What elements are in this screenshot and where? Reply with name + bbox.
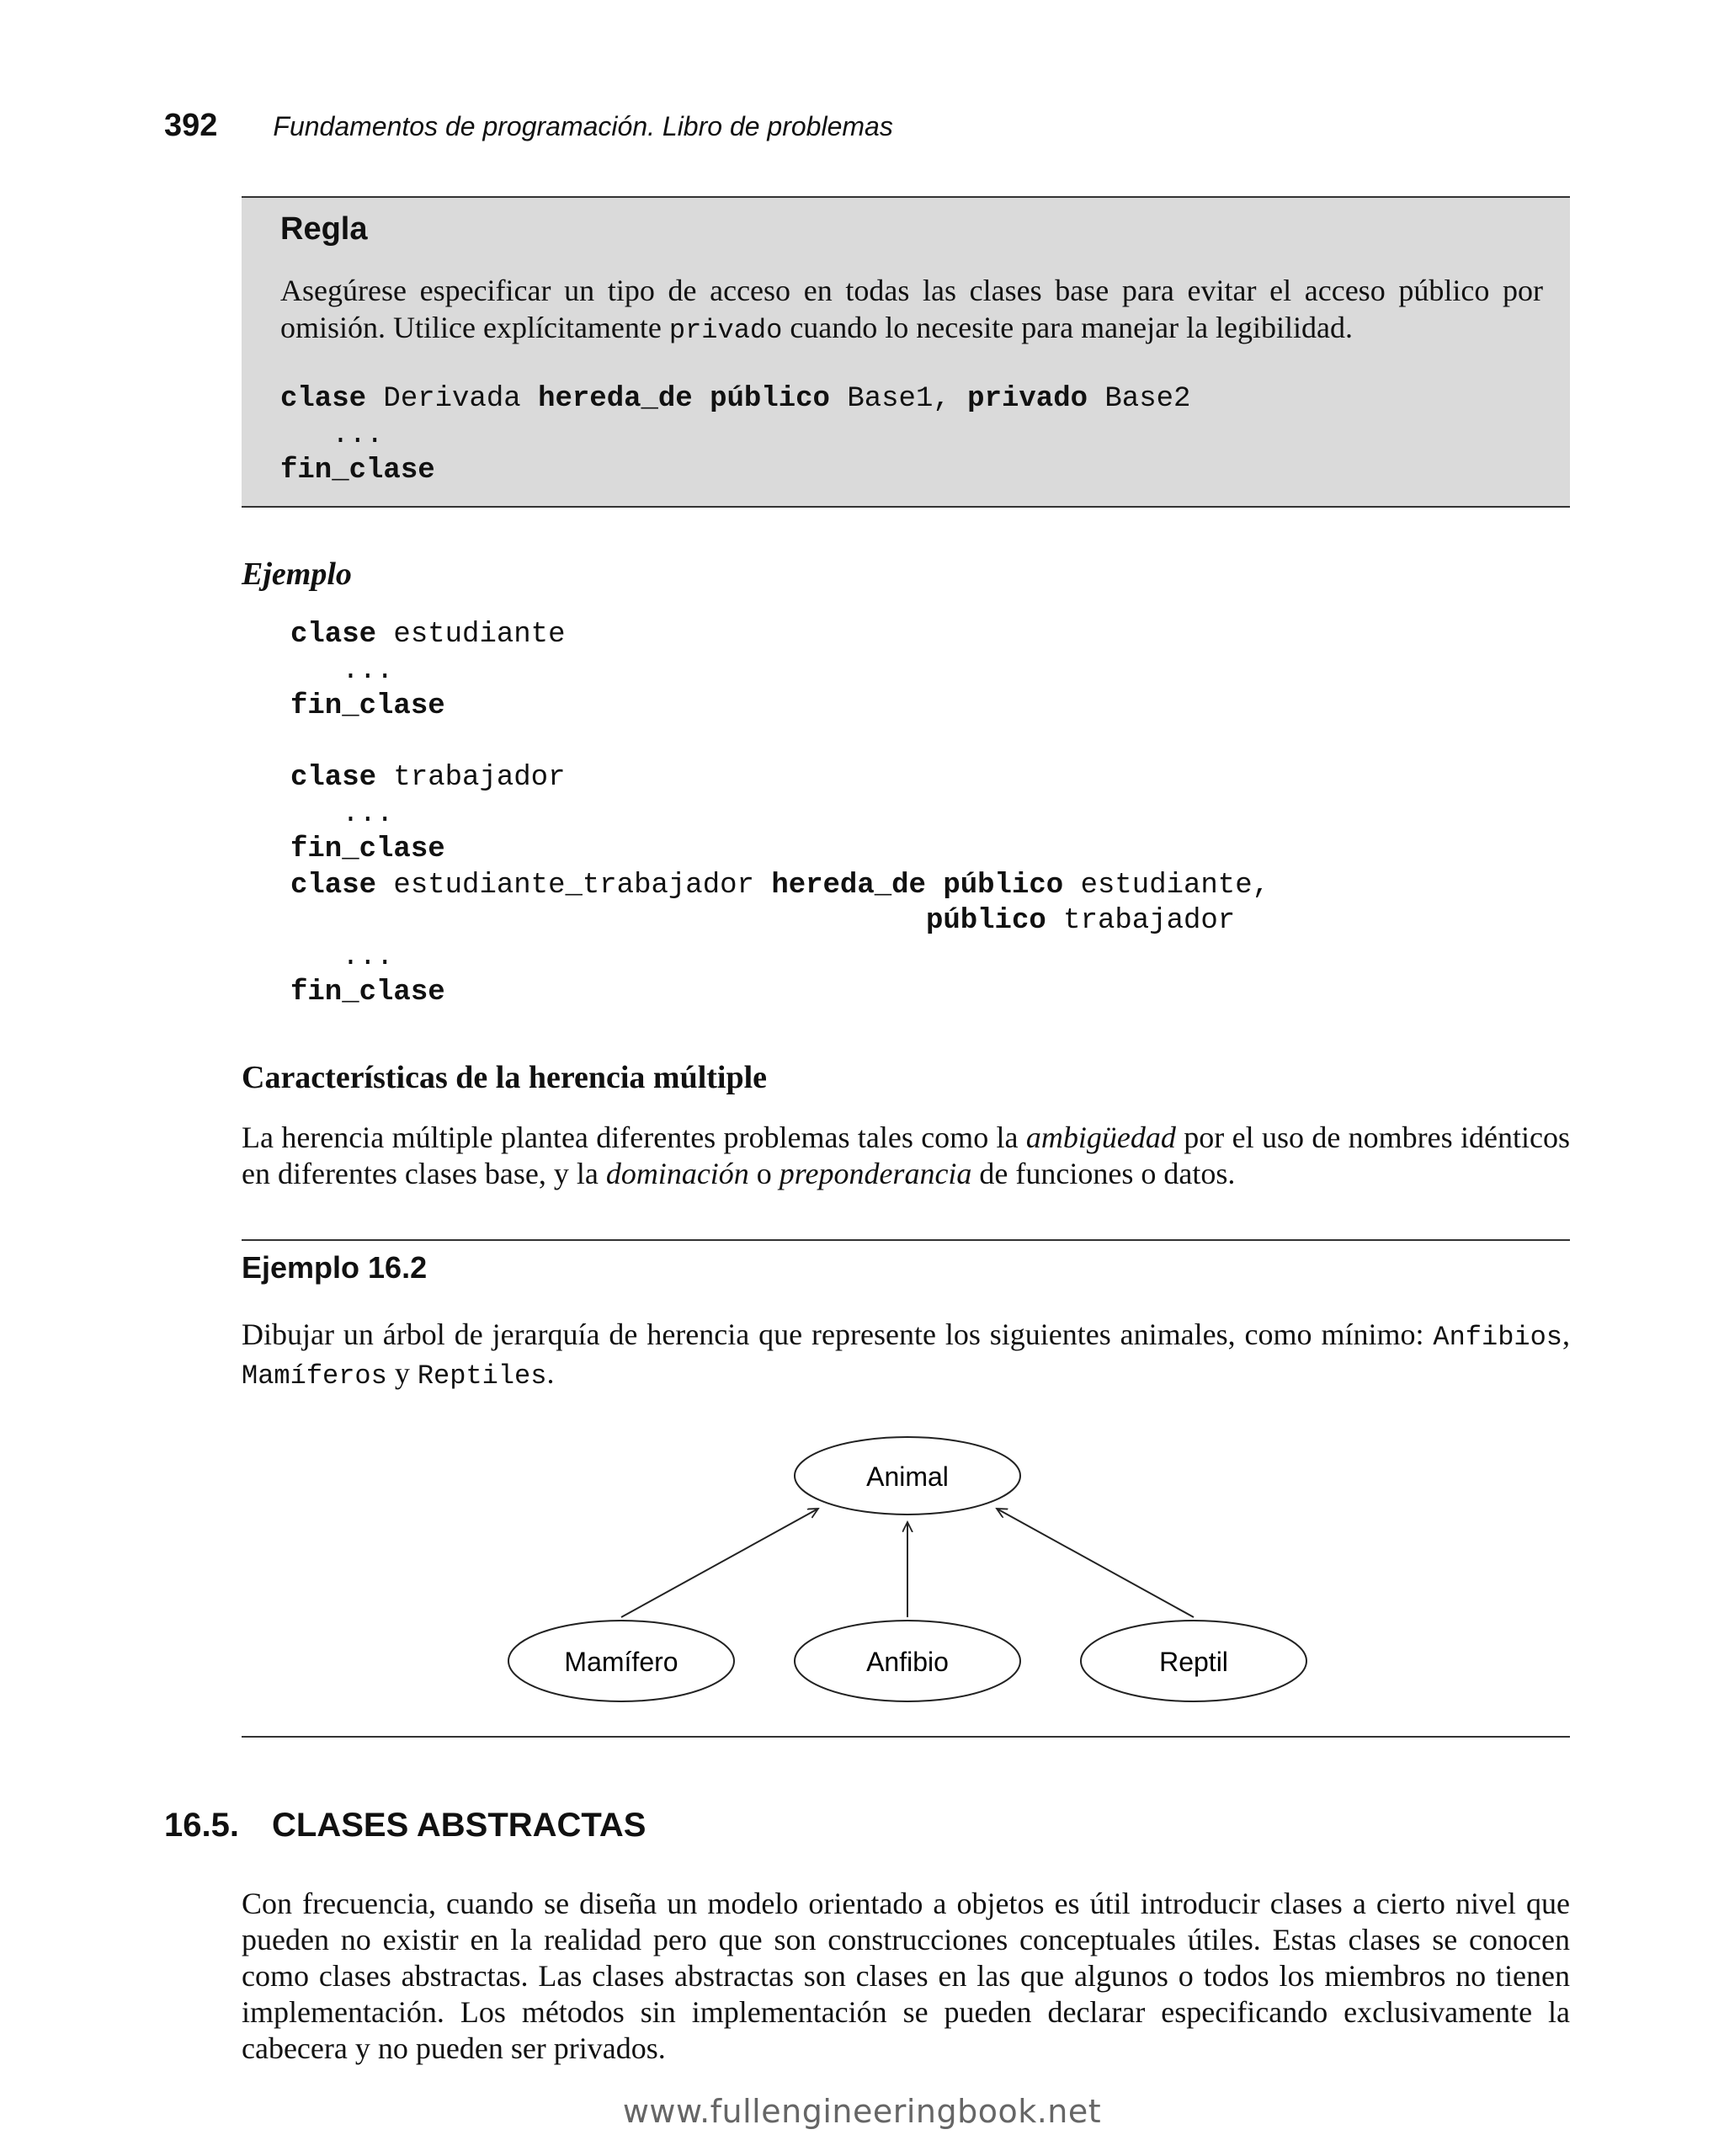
node-anfibio — [795, 1621, 1020, 1701]
characteristics-heading: Características de la herencia múltiple — [242, 1060, 768, 1095]
char-text-4: de funciones o datos. — [971, 1157, 1236, 1190]
code-ellipsis: ... — [290, 940, 394, 973]
kw-clase: clase — [290, 869, 377, 902]
kw-privado: privado — [967, 383, 1088, 415]
rule-text-code: privado — [668, 315, 783, 346]
divider-bottom — [242, 1736, 1570, 1738]
code-base2: Base2 — [1088, 383, 1191, 415]
kw-fin-clase: fin_clase — [290, 690, 445, 722]
code-name-estudiante: estudiante — [376, 619, 566, 651]
node-mamifero — [508, 1621, 734, 1701]
code-class-name: Derivada — [366, 383, 539, 415]
kw-hereda-publico: hereda_de público — [771, 869, 1064, 902]
section-heading — [164, 1807, 646, 1845]
ex-sep-2: y — [386, 1356, 418, 1390]
ex-sep-1: , — [1562, 1318, 1570, 1351]
code-name-est-trab: estudiante_trabajador — [376, 869, 772, 902]
char-text-3: o — [748, 1157, 780, 1190]
code-parent2: trabajador — [1046, 905, 1236, 937]
kw-clase: clase — [290, 619, 377, 651]
rule-text-part2: cuando lo necesite para manejar la legibilidad. — [782, 311, 1354, 344]
kw-publico: público — [925, 905, 1046, 937]
section-number: 16.5. — [164, 1807, 239, 1844]
char-italic-preponderancia: preponderancia — [779, 1157, 972, 1190]
kw-fin-clase: fin_clase — [290, 833, 445, 865]
section-paragraph: Con frecuencia, cuando se diseña un modelo orientado a objetos es útil introducir clases a cierto nivel que pueden no existir en la realidad pero que son construcciones conceptuales útiles. Estas clases se conocen como clases abstractas. Las clases abstractas son clases en las que algunos o todos los miembros no tienen implementación. Los métodos sin implementación se pueden declarar especificando exclusivamente la cabecera y no pueden ser privados. — [242, 1887, 1570, 2065]
char-text-1: La herencia múltiple plantea diferentes problemas tales como la — [242, 1121, 1026, 1154]
ex-code-reptiles: Reptiles — [417, 1360, 547, 1392]
node-mamifero-label: Mamífero — [564, 1647, 678, 1677]
section-title: CLASES ABSTRACTAS — [272, 1807, 646, 1844]
rule-title: Regla — [280, 211, 368, 247]
footer-url: www.fullengineeringbook.net — [622, 2093, 1102, 2130]
edge-reptil-animal — [997, 1509, 1194, 1617]
char-text-2: por el uso de nombres idénticos en diferentes clases base, y la — [242, 1121, 1570, 1190]
kw-clase: clase — [280, 383, 367, 415]
node-reptil-label: Reptil — [1159, 1647, 1228, 1677]
node-reptil — [1081, 1621, 1306, 1701]
page-number: 392 — [164, 108, 218, 143]
code-name-trabajador: trabajador — [376, 762, 566, 794]
running-title: Fundamentos de programación. Libro de problemas — [273, 111, 893, 141]
code-parent1: estudiante, — [1063, 869, 1270, 902]
code-ellipsis: ... — [290, 797, 394, 830]
node-anfibio-label: Anfibio — [866, 1647, 949, 1677]
ex-end: . — [546, 1356, 555, 1390]
kw-fin-clase: fin_clase — [290, 977, 445, 1009]
rule-text-part1: Asegúrese especificar un tipo de acceso en todas las clases base para evitar el acceso público por omisión. Utilice explícitamente — [280, 274, 1543, 344]
char-italic-dominacion: dominación — [605, 1157, 749, 1190]
kw-hereda-publico: hereda_de público — [538, 383, 830, 415]
code-base1: Base1, — [829, 383, 968, 415]
example-16-2-title: Ejemplo 16.2 — [242, 1250, 428, 1285]
example-label: Ejemplo — [242, 556, 352, 592]
code-ellipsis: ... — [290, 654, 394, 687]
ex-code-mamiferos: Mamíferos — [242, 1360, 387, 1392]
char-italic-ambiguedad: ambigüedad — [1025, 1121, 1176, 1154]
node-animal — [795, 1437, 1020, 1515]
kw-clase: clase — [290, 762, 377, 794]
ex-text-1: Dibujar un árbol de jerarquía de herencia que represente los siguientes animales, como mínimo: — [242, 1318, 1434, 1351]
code-ellipsis: ... — [280, 418, 384, 451]
edge-mamifero-animal — [621, 1509, 818, 1617]
kw-fin-clase: fin_clase — [280, 455, 435, 487]
node-animal-label: Animal — [866, 1461, 949, 1492]
ex-code-anfibios: Anfibios — [1433, 1322, 1562, 1353]
